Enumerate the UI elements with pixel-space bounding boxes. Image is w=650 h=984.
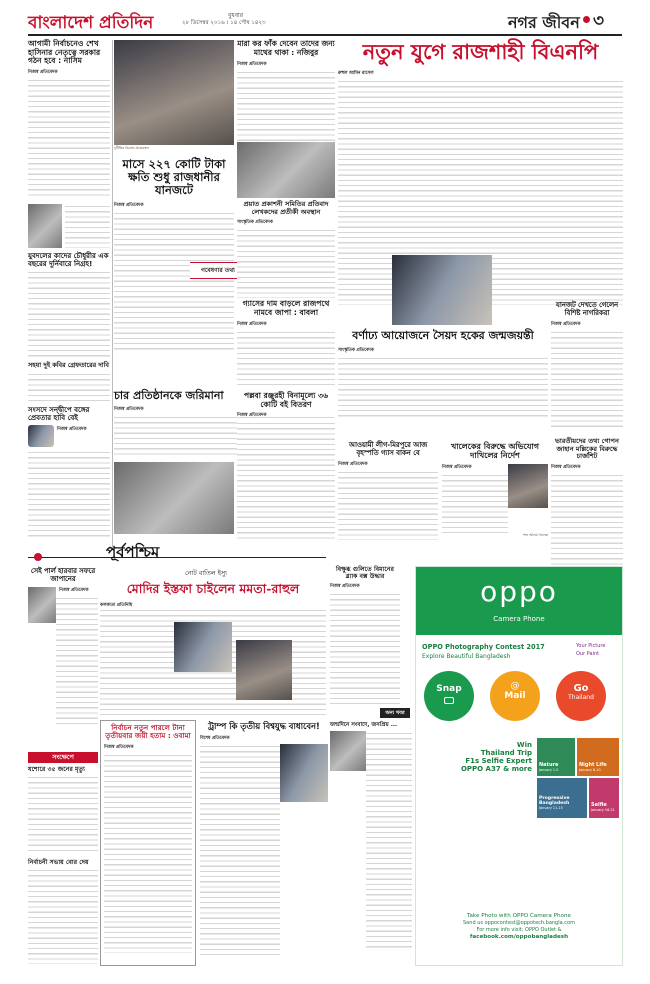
mayor-body	[551, 330, 623, 430]
tile-night-date: January 6-10	[579, 768, 601, 772]
tag-picture: Your Picture	[576, 643, 606, 649]
tile-selfie-date: January 16-21	[591, 808, 615, 812]
awami-byline: নিজস্ব প্রতিবেদক	[338, 461, 368, 467]
blackbox-body	[330, 592, 400, 704]
obama-headline: নির্বাচন নতুন পারলে টানা তৃতীয়বার জয়ী হতাম : ওবামা	[105, 723, 191, 741]
book-body	[237, 421, 335, 541]
other-news-story	[330, 722, 412, 966]
nasim-byline: নিজস্ব প্রতিবেদক	[28, 70, 58, 76]
birth-headline: বর্ণাঢ্য আয়োজনে সৈয়দ হকের জন্মজয়ন্তী	[352, 329, 534, 342]
khalek-headline: খালেকের বিরুদ্ধে অভিযোগ দাখিলের নির্দেশ	[450, 442, 540, 461]
qader-body	[28, 270, 110, 358]
tile-night-label: Night Life	[579, 762, 607, 768]
trump-photo	[280, 744, 328, 802]
book-story	[237, 392, 335, 550]
book-headline: পল্লবা রঞ্জুরহী বিনামূল্যে ৩৬ কোটি বই বিতরণ	[243, 391, 329, 409]
other-news-headline: জন্মদিনে সংবাদে, জনপ্রিয় ...	[330, 722, 398, 728]
contest-title: OPPO Photography Contest 2017	[422, 643, 545, 651]
obama-byline: নিজস্ব প্রতিবেদক	[104, 744, 134, 750]
ad-footer	[416, 913, 622, 940]
loss-byline: নিজস্ব প্রতিবেদক	[114, 202, 144, 208]
nasim-body	[28, 78, 110, 198]
go-button[interactable]	[556, 671, 606, 721]
sandwip-headline: সংসদে সন্দ্বীপে বঙ্গের প্রেবতার হাবি বেই	[28, 405, 90, 422]
section-dot	[583, 16, 590, 23]
writers-story	[237, 142, 335, 300]
birth-body	[338, 356, 548, 420]
mayor-story	[551, 302, 623, 432]
blackbox-headline: বিক্ষুব্ধ গুলিতে বিমানের ব্ল্যাক বক্স উদ্ধার	[335, 566, 394, 581]
section-title: নগর জীবন	[508, 13, 580, 32]
snap-label: Snap	[436, 684, 462, 694]
awami-headline: আওয়ামী লীগ-মিরপুরে আজ বৃহস্পতি গ্যাস বাকন বে	[348, 441, 428, 457]
tile-nature-label: Nature	[539, 762, 559, 768]
writers-byline: সাংস্কৃতিক প্রতিবেদক	[237, 220, 273, 226]
blackbox-story	[330, 566, 400, 706]
modi-tag: নোট বাতিল ইস্যু	[185, 569, 227, 577]
mail-button[interactable]	[490, 671, 540, 721]
abe-photo	[28, 587, 56, 623]
najibur-byline: নিজস্ব প্রতিবেদক	[237, 62, 267, 68]
sangkhepe-body1	[28, 775, 98, 855]
writers-headline: প্রয়াত প্রকাশনী সমিতির প্রতিবাদ লেখকদের প্রতীকী অবস্থান	[243, 200, 329, 216]
win-line2: Thailand Trip	[480, 749, 532, 757]
khalek-body	[442, 473, 508, 533]
paper-name: বাংলাদেশ প্রতিদিন	[28, 13, 154, 33]
snap-button[interactable]	[424, 671, 474, 721]
tile-progressive-date: January 11-15	[539, 806, 563, 810]
awami-body	[338, 470, 438, 540]
page-number: ৩	[593, 11, 605, 31]
contest-subtitle: Explore Beautiful Bangladesh	[422, 653, 511, 660]
trump-byline: বিশেষ প্রতিবেদক	[200, 735, 230, 741]
loss-body	[114, 211, 234, 353]
footer-line3: For more info visit: OPPO Outlet &	[476, 927, 562, 933]
writers-body	[237, 228, 335, 298]
go-sub: Thailand	[568, 694, 594, 701]
gas-headline: গ্যাসের দাম বাড়লে রাজপথে নামবে জাপা : বাবলা	[242, 299, 330, 317]
khalek-photo-label: শাহ আলম খালেক	[523, 533, 548, 538]
sandwip-byline: নিজস্ব প্রতিবেদক	[57, 426, 87, 432]
at-icon: @	[510, 681, 520, 691]
oppo-banner	[416, 567, 622, 635]
sangkhepe-label: সংক্ষেপে	[28, 752, 98, 763]
tile-nature[interactable]	[536, 737, 576, 777]
writers-photo	[237, 142, 335, 198]
event-photo	[114, 462, 234, 534]
tile-selfie[interactable]	[588, 777, 620, 819]
loss-headline: মাসে ২২৭ কোটি টাকা ক্ষতি শুধু রাজধানীর যানজটে	[122, 157, 226, 198]
najibur-story	[237, 40, 335, 140]
sandwip-logo	[28, 425, 54, 447]
left-column	[28, 40, 110, 550]
footer-line2[interactable]: Send us oppocontest@oppotech.bangla.com	[463, 920, 575, 926]
win-line3: F1s Selfie Expert	[465, 757, 532, 765]
issue-date: ২৮ ডিসেম্বর ২০১৬ । ১৪ পৌষ ১৪২৩	[182, 20, 266, 26]
win-line1: Win	[516, 741, 532, 749]
tile-progressive-label: Progressive Bangladesh	[539, 796, 570, 806]
fine-byline: নিজস্ব প্রতিবেদক	[114, 406, 144, 412]
oppo-advert[interactable]	[415, 566, 623, 966]
kobi-body	[28, 372, 110, 402]
footer-line1: Take Photo with OPPO Camera Phone	[467, 913, 571, 919]
khalek-story	[442, 442, 548, 552]
win-block	[422, 741, 532, 773]
oppo-logo: oppo	[480, 575, 558, 608]
abe-story	[28, 568, 98, 748]
footer-line4[interactable]: facebook.com/oppobangladesh	[469, 934, 569, 940]
rajshahi-headline: নতুন যুগে রাজশাহী বিএনপি	[362, 39, 599, 64]
tile-progressive[interactable]	[536, 777, 588, 819]
qader-headline: যুবদলের কাদের চৌধুরীর এক বছরের দুর্নিবারে নিগ্রহ!	[28, 252, 109, 269]
tile-night[interactable]	[576, 737, 620, 777]
blackbox-byline: নিজস্ব প্রতিবেদক	[330, 584, 360, 590]
abe-byline: নিজস্ব প্রতিবেদক	[59, 587, 89, 593]
obama-story	[100, 720, 196, 966]
issue-day: বুধবার	[228, 12, 244, 19]
sangkhepe-box	[28, 766, 98, 966]
masthead-rule	[28, 34, 622, 36]
syed-haq-photo	[392, 255, 492, 325]
sangkhepe-h1: যশোরে ৩৫ জনের মৃত্যু	[28, 766, 85, 773]
section-marker	[34, 553, 42, 561]
jahan-story	[551, 438, 623, 578]
win-line4: OPPO A37 & more	[460, 765, 532, 773]
purbapaschim-title: পূর্বপশ্চিম	[106, 543, 160, 561]
mamata-photo	[236, 640, 292, 700]
go-label: Go	[573, 683, 589, 694]
qader-intro	[65, 204, 110, 248]
tag-paint: Our Paint	[576, 651, 600, 657]
sangkhepe-h2: নির্বাচনী সভায় বোর দেয়	[28, 859, 89, 867]
modi-byline: কলকাতা প্রতিনিধি	[100, 603, 133, 608]
tile-selfie-label: Selfie	[591, 802, 607, 808]
kobi-headline: সহযা দুই কবির গ্রেফতারের দাবি	[28, 361, 109, 370]
tile-nature-date: January 1-5	[539, 768, 559, 772]
trump-body	[200, 744, 280, 956]
abe-body	[56, 596, 98, 726]
jahan-byline: নিজস্ব প্রতিবেদক	[551, 464, 581, 470]
trump-story	[200, 722, 328, 966]
left-col-divider	[112, 40, 113, 550]
gas-story	[237, 300, 335, 390]
obama-body	[104, 753, 192, 953]
loss-pullquote: গবেষণার তথ্য	[190, 262, 246, 279]
oppo-tagline: Camera Phone	[493, 615, 545, 623]
other-news-label: অন্য খবর	[380, 708, 410, 718]
rahul-photo	[174, 622, 232, 672]
abe-headline: সেই পার্ল হারবার সফরে জাপানের	[30, 567, 96, 583]
khalek-photo	[508, 464, 548, 508]
rajshahi-byline: রুহুল আমিন রাসেল	[338, 71, 374, 77]
awami-story	[338, 442, 438, 552]
fine-headline: চার প্রতিষ্ঠানকে জরিমানা	[114, 389, 224, 402]
book-byline: নিজস্ব প্রতিবেদক	[237, 413, 267, 419]
other-news-body	[366, 731, 412, 951]
other-news-photo	[330, 731, 366, 771]
najibur-body	[237, 70, 335, 144]
birth-byline: সাংস্কৃতিক প্রতিবেদক	[338, 347, 374, 353]
protest-caption: দুর্নীতির বিরুদ্ধে মানববন্ধন	[114, 146, 149, 150]
nasim-headline: আগামী নির্বাচনেও শেখ হাসিনার নেতৃত্বে সরকার গঠন হবে : নাসিম	[28, 39, 101, 66]
mayor-byline: নিজস্ব প্রতিবেদক	[551, 321, 581, 327]
jahan-body	[551, 473, 623, 573]
jahan-headline: ভারতীয়দের তথ্য গোপন জাহান মল্লিকের বিরুদ্ধে চার্জশিট	[555, 437, 619, 461]
birth-story	[338, 330, 548, 440]
section-rule-top	[28, 557, 326, 558]
gas-body	[237, 330, 335, 388]
modi-headline: মোদির ইস্তফা চাইলেন মমতা-রাহুল	[126, 581, 300, 596]
trump-headline: ট্রাম্প কি তৃতীয় বিশ্বযুদ্ধ বাধাবেন!	[208, 721, 320, 731]
najibur-headline: মারা কর ফাঁক দেবেন তাদের জন্য মাথের থাকা : নজিবুর	[237, 39, 335, 57]
sandwip-body	[28, 450, 110, 540]
protest-photo	[114, 40, 234, 145]
sangkhepe-body2	[28, 868, 98, 964]
mail-label: Mail	[504, 691, 526, 701]
khalek-byline: নিজস্ব প্রতিবেদক	[442, 465, 472, 471]
qader-photo	[28, 204, 62, 248]
camera-icon	[444, 697, 454, 704]
mayor-headline: যানজট দেখতে গেলেন বিশিষ্ট নাগরিকরা	[555, 301, 619, 317]
gas-byline: নিজস্ব প্রতিবেদক	[237, 322, 267, 328]
